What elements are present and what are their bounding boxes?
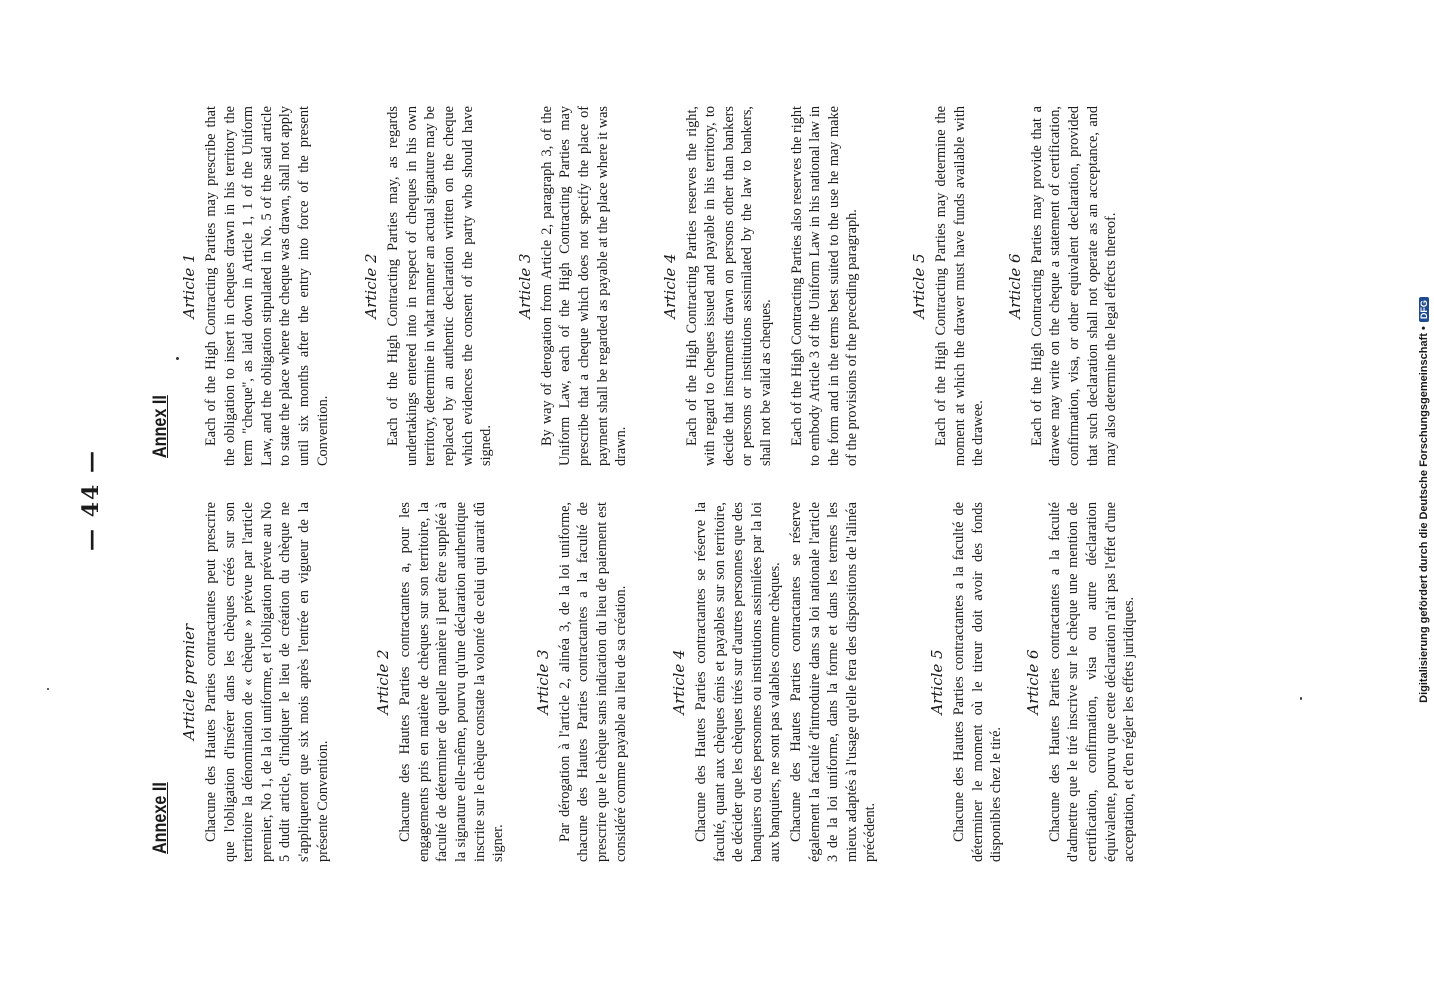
article-1-en <box>180 106 332 466</box>
article-6-en <box>1006 106 1121 466</box>
article-title: Article 3 <box>515 253 534 319</box>
article-text: Chacune des Hautes Parties contractantes peut prescrire que l'obligation d'insérer dans les chèques créés sur son territoire la dénomination de « chèque » prévue par l'article premier, No 1, de la loi uniforme, et l'obligation prévue au No 5 dudit article, d'indiquer le lieu de création du chèque ne s'appliqueront que six mois après l'entrée en vigueur de la présente Convention. <box>203 502 331 862</box>
page-number: — 44 — <box>78 449 104 551</box>
article-text: Each of the High Contracting Parties may provide that a drawee may write on the cheque a statement of certification, confirmation, visa, or other equivalent declaration, provided that such declaration shall not operate as an acceptance, and may also determine the legal effects thereof. <box>1028 106 1120 466</box>
article-6-fr <box>1024 502 1139 862</box>
article-text: Chacune des Hautes Parties contractantes a, pour les engagements pris en matière de chèques sur son territoire, la faculté de déterminer de quelle manière il peut être suppléé à la signature elle-même, pourvu qu'une déclaration authentique inscrite sur le chèque constate la volonté de celui qui aurait dû signer. <box>397 502 507 862</box>
article-title: Article 5 <box>910 253 929 319</box>
article-3-fr <box>534 502 630 862</box>
article-title: Article 5 <box>928 649 947 715</box>
scan-speck <box>1300 697 1302 700</box>
french-column <box>150 502 1139 862</box>
article-title: Article 4 <box>670 649 689 715</box>
article-title: Article 2 <box>362 253 381 319</box>
article-text: Each of the High Contracting Parties may, as regards undertakings entered into in respect of cheques in his own territory, determine in what manner an actual signature may be replaced by an authentic declaration written on the cheque which evidences the consent of the party who should have signed. <box>385 106 495 466</box>
credit-text: Digitalisierung gefördert durch die Deutsche Forschungsgemeinschaft • <box>1418 326 1430 703</box>
article-2-en <box>362 106 496 466</box>
article-text: Each of the High Contracting Parties reserves the right, with regard to cheques issued and payable in his territory, to decide that instruments drawn on persons other than bankers or persons or institutions assimilated by the law to bankers, shall not be valid as cheques. <box>683 106 775 466</box>
scan-speck <box>47 688 49 690</box>
article-text: Chacune des Hautes Parties contractantes se réserve également la faculté d'introduire dans sa loi nationale l'article 3 de la loi uniforme, dans la forme et dans les termes les mieux adaptés à l'usage qu'elle fera des dispositions de l'alinéa précédent. <box>788 502 879 862</box>
article-5-fr <box>928 502 1006 862</box>
article-title: Article 2 <box>374 649 393 715</box>
article-text: Each of the High Contracting Parties also reserves the right to embody Article 3 of the Uniform Law in his national law in the form and in the terms best suited to the use he may make of the provisions of the preceding paragraph. <box>788 106 861 466</box>
article-title: Article 3 <box>533 649 552 715</box>
article-text: Chacune des Hautes Parties contractantes se réserve la faculté, quant aux chèques émis et payables sur son territoire, de décider que les chèques tirés sur d'autres personnes que des banquiers ou des personnes ou institutions assimilées par la loi aux banquiers, ne sont pas valables comme chèques. <box>693 502 784 862</box>
article-text: Par dérogation à l'article 2, alinéa 3, de la loi uniforme, chacune des Hautes Parties contractantes a la faculté de prescrire que le chèque sans indication du lieu de paiement est considéré comme payable au lieu de sa création. <box>556 502 629 862</box>
article-title: Article 6 <box>1005 253 1024 319</box>
scan-speck <box>176 357 179 360</box>
article-text: Each of the High Contracting Parties may prescribe that the obligation to insert in cheques drawn in his territory the term "cheque", as laid down in Article 1, 1 of the Uniform Law, and the obligation stipulated in No. 5 of the said article to state the place where the cheque was drawn, shall not apply until six months after the entry into force of the present Convention. <box>203 106 331 466</box>
annex-title-en: Annex II <box>150 395 171 458</box>
article-text: Chacune des Hautes Parties contractantes a la faculté de déterminer le moment où le tireur doit avoir des fonds disponibles chez le tiré. <box>951 502 1005 862</box>
article-1-fr <box>180 502 332 862</box>
article-text: By way of derogation from Article 2, paragraph 3, of the Uniform Law, each of the High Contracting Parties may prescribe that a cheque which does not specify the place of payment shall be regarded as payable at the place where it was drawn. <box>538 106 630 466</box>
article-text: Chacune des Hautes Parties contractantes a la faculté d'admettre que le tiré inscrive sur le chèque une mention de certification, confirmation, visa ou autre déclaration équivalente, pourvu que cette déclaration n'ait pas l'effet d'une acceptation, et d'en régler les effets juridiques. <box>1046 502 1138 862</box>
dfg-logo: DFG <box>1419 297 1429 322</box>
article-2-fr <box>374 502 508 862</box>
article-text: Each of the High Contracting Parties may determine the moment at which the drawer must have funds available with the drawee. <box>933 106 987 466</box>
article-title: Article 1 <box>180 253 198 319</box>
article-5-en <box>910 106 988 466</box>
article-4-en <box>661 106 862 466</box>
article-title: Article 6 <box>1023 649 1042 715</box>
article-title: Article 4 <box>660 253 679 319</box>
article-4-fr <box>670 502 880 862</box>
article-3-en <box>516 106 631 466</box>
english-column <box>150 106 1121 466</box>
article-title: Article premier <box>180 623 198 741</box>
digitization-credit <box>1418 0 1430 1000</box>
annex-title-fr: Annexe II <box>150 782 171 854</box>
